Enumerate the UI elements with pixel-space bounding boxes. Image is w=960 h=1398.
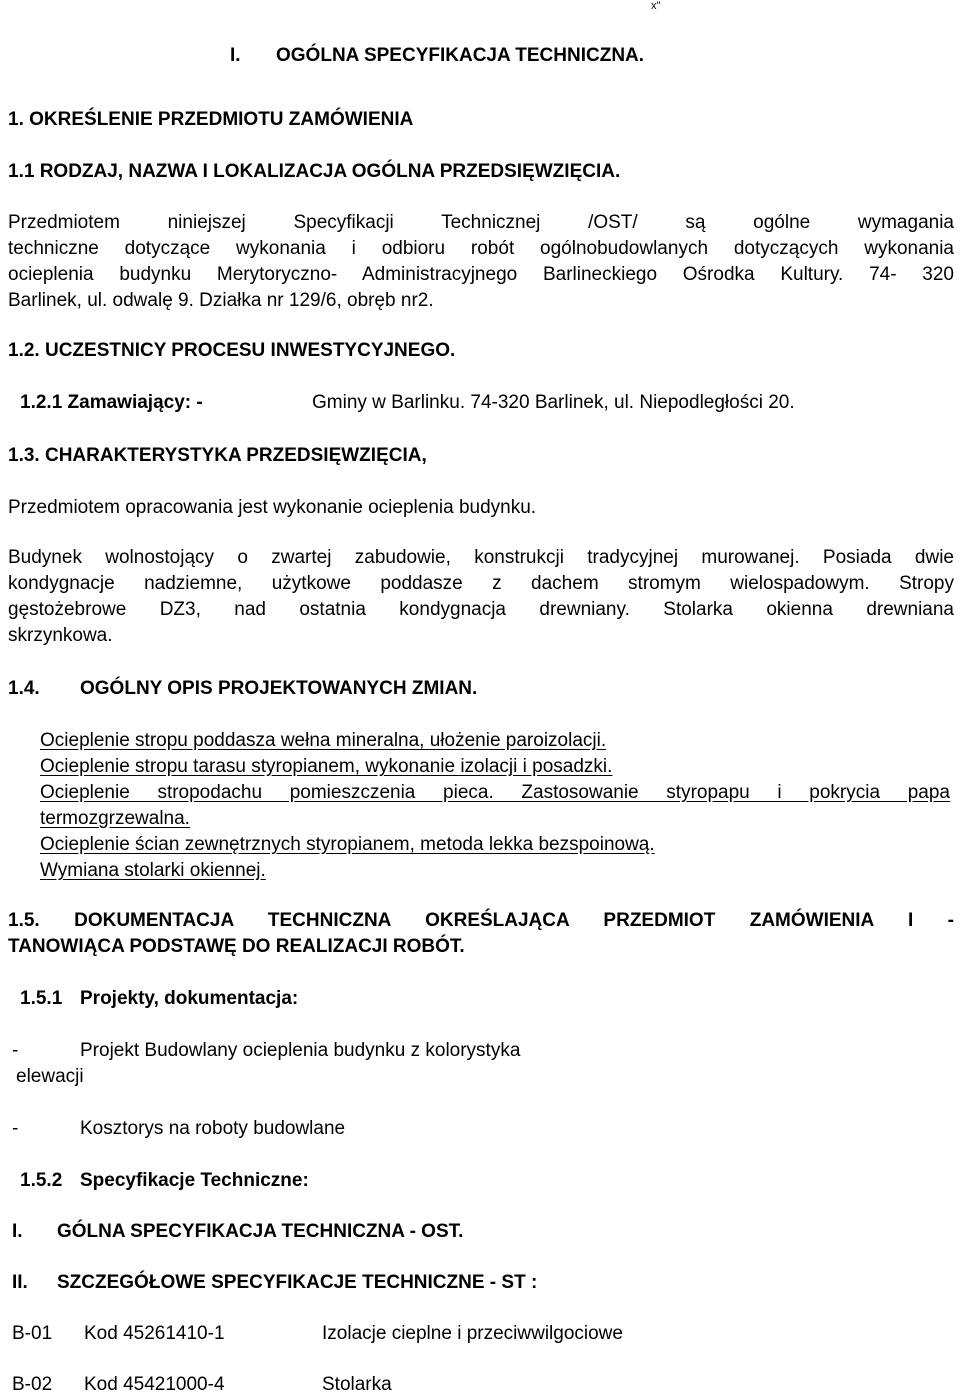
- change-item: Wymiana stolarki okiennej.: [40, 860, 266, 881]
- change-item: Ocieplenie stropodachu pomieszczenia pieca. Zastosowanie styropapu i pokrycia papa: [40, 782, 950, 803]
- section-1-4-heading: OGÓLNY OPIS PROJEKTOWANYCH ZMIAN.: [80, 678, 478, 699]
- section-1-heading: 1. OKREŚLENIE PRZEDMIOTU ZAMÓWIENIA: [8, 109, 414, 130]
- section-1-1-heading: 1.1 RODZAJ, NAZWA I LOKALIZACJA OGÓLNA PRZEDSIĘWZIĘCIA.: [8, 161, 621, 182]
- doc-dash: -: [12, 1118, 19, 1139]
- client-value: Gminy w Barlinku. 74-320 Barlinek, ul. Niepodległości 20.: [312, 392, 795, 413]
- section-1-5-2-heading: Specyfikacje Techniczne:: [80, 1170, 309, 1191]
- title-number: I.: [230, 45, 241, 66]
- section-1-5-2-number: 1.5.2: [20, 1170, 63, 1191]
- code-row-desc: Izolacje cieplne i przeciwwilgociowe: [322, 1323, 623, 1344]
- corner-mark: x": [651, 0, 661, 12]
- section-1-2-heading: 1.2. UCZESTNICY PROCESU INWESTYCYJNEGO.: [8, 340, 456, 361]
- section-1-5-heading: 1.5. DOKUMENTACJA TECHNICZNA OKREŚLAJĄCA PRZEDMIOT ZAMÓWIENIA I -: [8, 910, 954, 931]
- subject-text: Przedmiotem opracowania jest wykonanie ocieplenia budynku.: [8, 497, 537, 518]
- building-line: kondygnacje nadziemne, użytkowe poddasze z dachem stromym wielospadowym. Stropy: [8, 573, 954, 594]
- doc-item: Kosztorys na roboty budowlane: [80, 1118, 346, 1139]
- building-line: Budynek wolnostojący o zwartej zabudowie, konstrukcji tradycyjnej murowanej. Posiada dwie: [8, 547, 954, 568]
- section-1-5-heading-cont: TANOWIĄCA PODSTAWĘ DO REALIZACJI ROBÓT.: [8, 936, 465, 957]
- spec-item: GÓLNA SPECYFIKACJA TECHNICZNA - OST.: [57, 1221, 464, 1242]
- intro-line: ocieplenia budynku Merytoryczno- Administracyjnego Barlineckiego Ośrodka Kultury. 74- 320: [8, 264, 954, 285]
- change-item: Ocieplenie stropu poddasza wełna mineralna, ułożenie paroizolacji.: [40, 730, 607, 751]
- section-1-5-1-heading: Projekty, dokumentacja:: [80, 988, 299, 1009]
- change-item: Ocieplenie ścian zewnętrznych styropianem, metoda lekka bezspoinową.: [40, 834, 655, 855]
- doc-item-cont: elewacji: [16, 1066, 84, 1087]
- code-row-desc: Stolarka: [322, 1374, 392, 1395]
- intro-line: Przedmiotem niniejszej Specyfikacji Technicznej /OST/ są ogólne wymagania: [8, 212, 954, 233]
- doc-dash: -: [12, 1040, 19, 1061]
- section-1-5-1-number: 1.5.1: [20, 988, 63, 1009]
- spec-number: I.: [12, 1221, 23, 1242]
- section-1-4-number: 1.4.: [8, 678, 40, 699]
- intro-line: techniczne dotyczące wykonania i odbioru robót ogólnobudowlanych dotyczących wykonania: [8, 238, 954, 259]
- spec-number: II.: [12, 1272, 28, 1293]
- code-row-code: Kod 45421000-4: [84, 1374, 225, 1395]
- building-line: gęstożebrowe DZ3, nad ostatnia kondygnacja drewniany. Stolarka okienna drewniana: [8, 599, 954, 620]
- doc-item: Projekt Budowlany ocieplenia budynku z kolorystyka: [80, 1040, 521, 1061]
- building-line: skrzynkowa.: [8, 625, 113, 646]
- client-label: 1.2.1 Zamawiający: -: [20, 392, 203, 413]
- change-item: termozgrzewalna.: [40, 808, 190, 829]
- code-row-id: B-01: [12, 1323, 53, 1344]
- page-title: OGÓLNA SPECYFIKACJA TECHNICZNA.: [276, 45, 645, 66]
- section-1-3-heading: 1.3. CHARAKTERYSTYKA PRZEDSIĘWZIĘCIA,: [8, 445, 427, 466]
- code-row-code: Kod 45261410-1: [84, 1323, 225, 1344]
- intro-line: Barlinek, ul. odwalę 9. Działka nr 129/6, obręb nr2.: [8, 290, 434, 311]
- spec-item: SZCZEGÓŁOWE SPECYFIKACJE TECHNICZNE - ST :: [57, 1272, 538, 1293]
- code-row-id: B-02: [12, 1374, 53, 1395]
- change-item: Ocieplenie stropu tarasu styropianem, wykonanie izolacji i posadzki.: [40, 756, 613, 777]
